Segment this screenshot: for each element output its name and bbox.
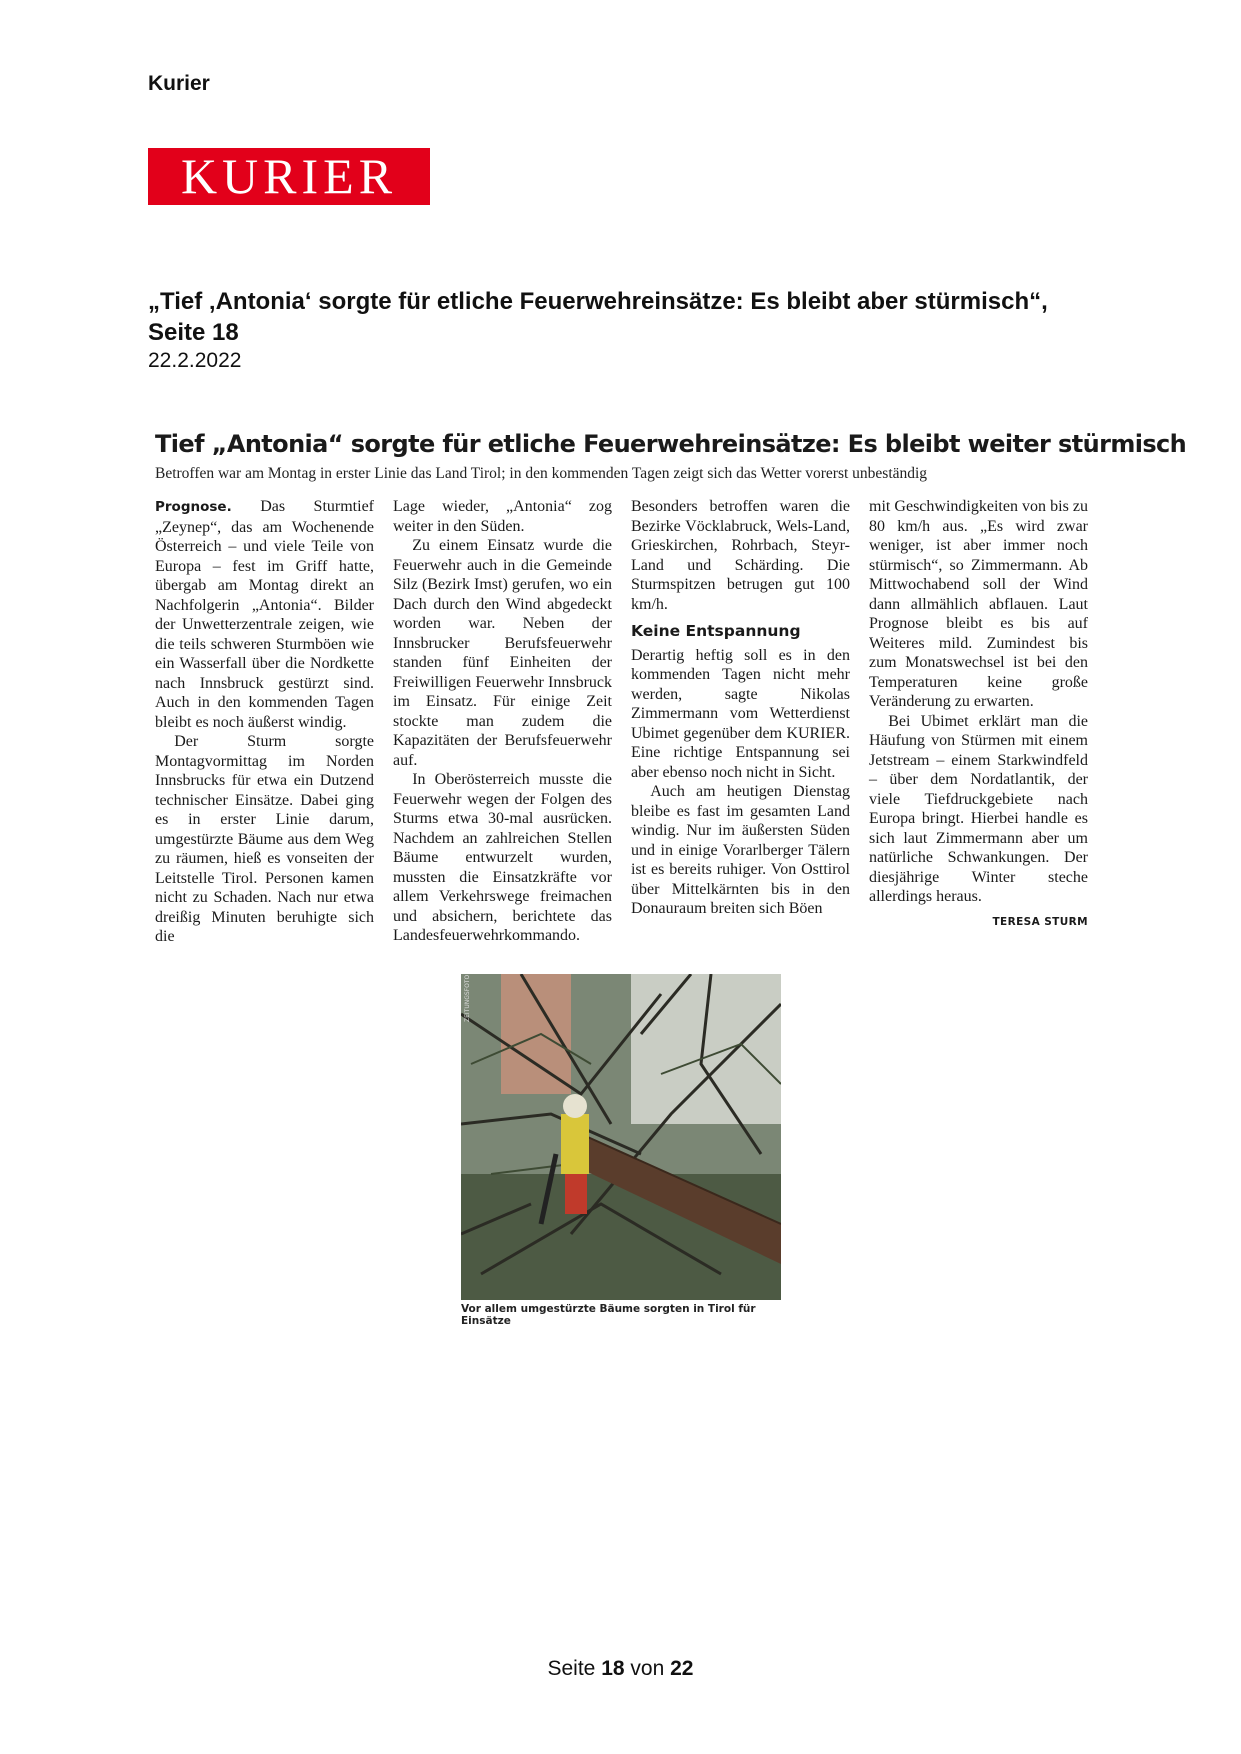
- paragraph-text: Das Sturmtief „Zeynep“, das am Wochenende Österreich – und viele Teile von Europa – fest im Griff hatte, übergab am Montag direkt an Nachfolgerin „Antonia“. Bilder der Unwetterzentrale zeigen, wie die teils schweren Sturmböen wie ein Wasserfall über die Nordkette nach Innsbruck gestürzt sind. Auch in den kommenden Tagen bleibt es noch äußerst windig.: [155, 498, 374, 731]
- kurier-logo: KURIER: [148, 148, 430, 205]
- section-subheading: Keine Entspannung: [631, 622, 801, 640]
- author-byline: TERESA STURM: [992, 915, 1088, 928]
- paragraph: Der Sturm sorgte Montagvormittag im Norden Innsbrucks für etwa ein Dutzend technischer Einsätze. Dabei ging es in erster Linie darum, umgestürzte Bäume aus dem Weg zu räumen, hieß es vonseiten der Leitstelle Tirol. Personen kamen nicht zu Schaden. Nach nur etwa dreißig Minuten beruhigte sich die: [155, 733, 374, 945]
- lead-word: Prognose.: [155, 499, 232, 515]
- article-columns: [155, 497, 1088, 947]
- paragraph: [155, 497, 374, 732]
- paragraph: Bei Ubimet erklärt man die Häufung von Stürmen mit einem Jetstream – einem Starkwindfeld – über dem Nordatlantik, der viele Tiefdruckgebiete nach Europa bringt. Hierbei handle es sich laut Zimmermann aber um natürliche Schwankungen. Der diesjährige Winter steche allerdings heraus.: [869, 712, 1088, 905]
- document-date: 22.2.2022: [148, 349, 242, 372]
- paragraph: Derartig heftig soll es in den kommenden Tagen nicht mehr werden, sagte Nikolas Zimmermann vom Wetterdienst Ubimet gegenüber dem KURIER. Eine richtige Entspannung sei aber ebenso noch nicht in Sicht.: [631, 646, 850, 781]
- article-column-2: [393, 497, 612, 947]
- footer-prefix: Seite: [547, 1657, 596, 1680]
- page-footer: [0, 1657, 1241, 1681]
- paragraph: Lage wieder, „Antonia“ zog weiter in den Süden.: [393, 498, 612, 535]
- article-column-4: [869, 497, 1088, 947]
- paragraph: Zu einem Einsatz wurde die Feuerwehr auch in die Gemeinde Silz (Bezirk Imst) gerufen, wo ein Dach durch den Wind abgedeckt worden war. Neben der Innsbrucker Berufsfeuerwehr standen fünf Einheiten der Freiwilligen Feuerwehr Innsbruck im Einsatz. Für einige Zeit stockte man zudem die Kapazitäten der Berufsfeuerwehr auf.: [393, 537, 612, 769]
- source-label: Kurier: [148, 72, 210, 95]
- paragraph: mit Geschwindigkeiten von bis zu 80 km/h aus. „Es wird zwar weniger, ist aber immer noch stürmisch“, so Zimmermann. Ab Mittwochabend soll der Wind dann allmählich abflauen. Laut Prognose bleibt es bis auf Weiteres mild. Zumindest bis zum Monatswechsel ist bei den Temperaturen keine große Veränderung zu erwarten.: [869, 498, 1088, 710]
- photo-illustration: [461, 974, 781, 1300]
- footer-separator: von: [630, 1657, 665, 1680]
- photo-credit: ZEITUNGSFOTO: [464, 974, 471, 1022]
- clipping-headline: Tief „Antonia“ sorgte für etliche Feuerwehreinsätze: Es bleibt weiter stürmisch: [155, 430, 1187, 458]
- document-title: „Tief ‚Antonia‘ sorgte für etliche Feuerwehreinsätze: Es bleibt aber stürmisch“, Seite 18: [148, 288, 1048, 346]
- paragraph: In Oberösterreich musste die Feuerwehr wegen der Folgen des Sturms etwa 30-mal ausrücken. Nachdem an zahlreichen Stellen Bäume entwurzelt wurden, mussten die Einsatzkräfte vor allem Verkehrswege freimachen und absichern, berichtete das Landesfeuerwehrkommando.: [393, 771, 612, 944]
- fallen-tree-photo: [461, 974, 781, 1300]
- article-column-3: [631, 497, 850, 947]
- total-page-count: 22: [670, 1657, 694, 1680]
- photo-caption: Vor allem umgestürzte Bäume sorgten in Tirol für Einsätze: [461, 1303, 756, 1327]
- paragraph: Besonders betroffen waren die Bezirke Vöcklabruck, Wels-Land, Grieskirchen, Rohrbach, Steyr-Land und Schärding. Die Sturmspitzen betrugen gut 100 km/h.: [631, 498, 850, 613]
- paragraph: Auch am heutigen Dienstag bleibe es fast im gesamten Land windig. Nur im äußersten Süden und in einige Vorarlberger Tälern ist es bereits ruhiger. Von Osttirol über Mittelkärnten bis in den Donauraum breiten sich Böen: [631, 783, 850, 917]
- newspaper-clipping: [155, 425, 1187, 947]
- clipping-subheadline: Betroffen war am Montag in erster Linie das Land Tirol; in den kommenden Tagen zeigt sich das Wetter vorerst unbeständig: [155, 465, 928, 482]
- current-page-number: 18: [601, 1657, 625, 1680]
- article-column-1: [155, 497, 374, 947]
